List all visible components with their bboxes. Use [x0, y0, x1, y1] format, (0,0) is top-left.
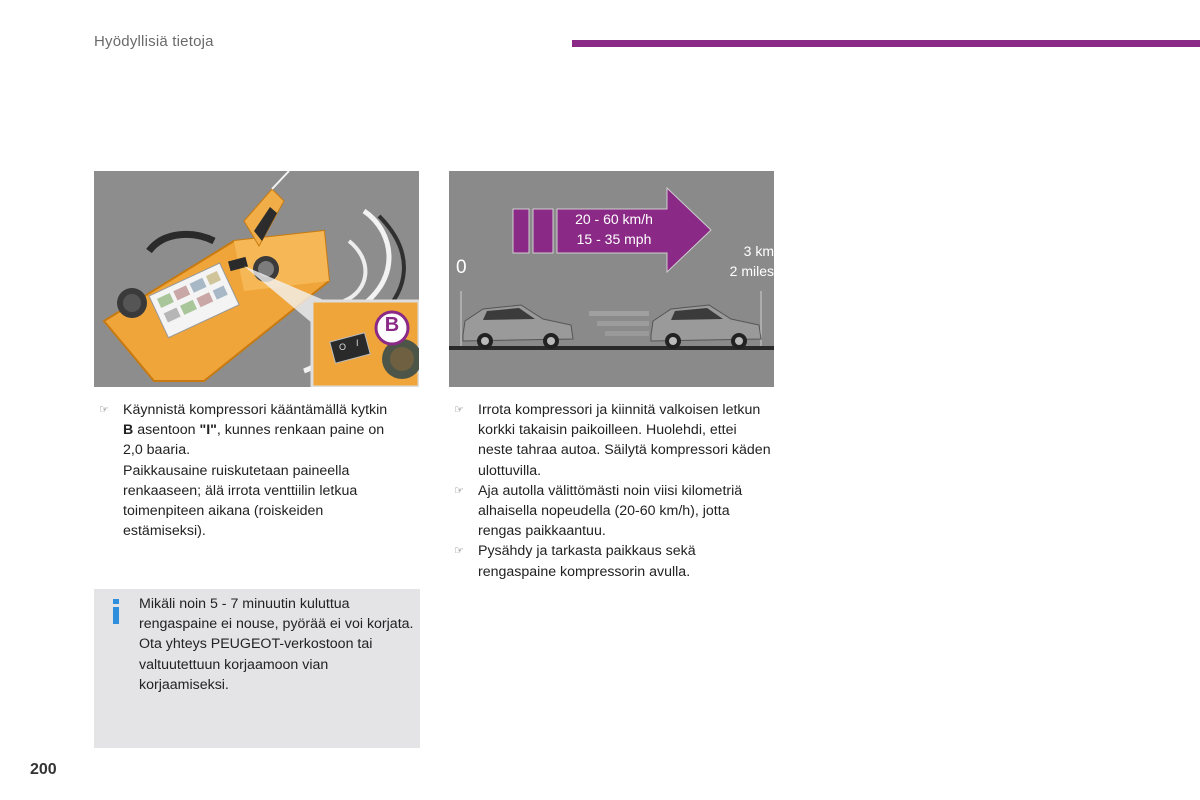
- driving-drawing: [449, 171, 774, 387]
- instruction-line-1: Käynnistä kompressori kääntämällä kytkin: [123, 402, 388, 418]
- pointing-hand-icon: ☞: [454, 404, 464, 416]
- position-label: "I": [199, 422, 217, 439]
- sealant-note: Paikkausaine ruiskutetaan paineella renkaaseen; älä irrota venttiilin letkua toimenpiteen aikana (roiskeiden estämiseksi).: [123, 462, 358, 540]
- info-icon: [112, 599, 120, 623]
- section-title: Hyödyllisiä tietoja: [94, 33, 214, 50]
- left-instructions: [94, 400, 419, 541]
- speed-kmh-label: 20 - 60 km/h: [575, 211, 653, 227]
- instruction-line-3: 2,0 baaria.: [123, 442, 191, 459]
- info-text: Mikäli noin 5 - 7 minuutin kuluttua rengaspaine ei nouse, pyörää ei voi korjata. Ota yhteys PEUGEOT-verkostoon tai valtuutettuun korjaamoon vian korjaamiseksi.: [139, 596, 414, 693]
- pointing-hand-icon: ☞: [454, 484, 464, 497]
- driving-diagram: [449, 171, 774, 387]
- page-number: 200: [30, 761, 57, 778]
- instruction-line-2: [123, 420, 419, 440]
- compressor-illustration: [94, 171, 419, 387]
- start-distance-label: 0: [456, 257, 467, 278]
- arrow-segment-1: [513, 209, 529, 253]
- right-instructions: [449, 400, 779, 582]
- instruction-drive: [449, 481, 779, 542]
- pointing-hand-icon: ☞: [99, 404, 109, 416]
- info-box: [94, 589, 420, 748]
- distance-miles-label: 2 miles: [729, 263, 774, 279]
- instruction-disconnect: [449, 400, 779, 481]
- instruction-text: Pysähdy ja tarkasta paikkaus sekä rengaspaine kompressorin avulla.: [478, 543, 696, 580]
- pointing-hand-icon: ☞: [454, 545, 464, 558]
- header-accent-bar: [572, 40, 1200, 47]
- callout-letter-b: B: [384, 314, 400, 336]
- switch-symbol-off: O: [339, 342, 347, 352]
- instruction-text: Aja autolla välittömästi noin viisi kilometriä alhaisella nopeudella (20-60 km/h), jotta rengas paikkaantuu.: [478, 482, 743, 540]
- instruction-check: [449, 541, 779, 581]
- instruction-line-2-end: , kunnes renkaan paine on: [216, 422, 385, 439]
- distance-km-label: 3 km: [743, 243, 774, 259]
- arrow-segment-2: [533, 209, 553, 253]
- instruction-text: Irrota kompressori ja kiinnitä valkoisen letkun korkki takaisin paikoilleen. Huolehdi, ettei neste tahraa autoa. Säilytä kompressori käden ulottuvilla.: [478, 402, 771, 479]
- switch-letter: B: [123, 422, 134, 439]
- compressor-drawing: [94, 171, 419, 387]
- instruction-line-2-mid: asentoon: [133, 422, 200, 439]
- instruction-start-compressor: [94, 400, 419, 541]
- speed-mph-label: 15 - 35 mph: [576, 231, 652, 247]
- switch-symbol-on: I: [356, 338, 359, 348]
